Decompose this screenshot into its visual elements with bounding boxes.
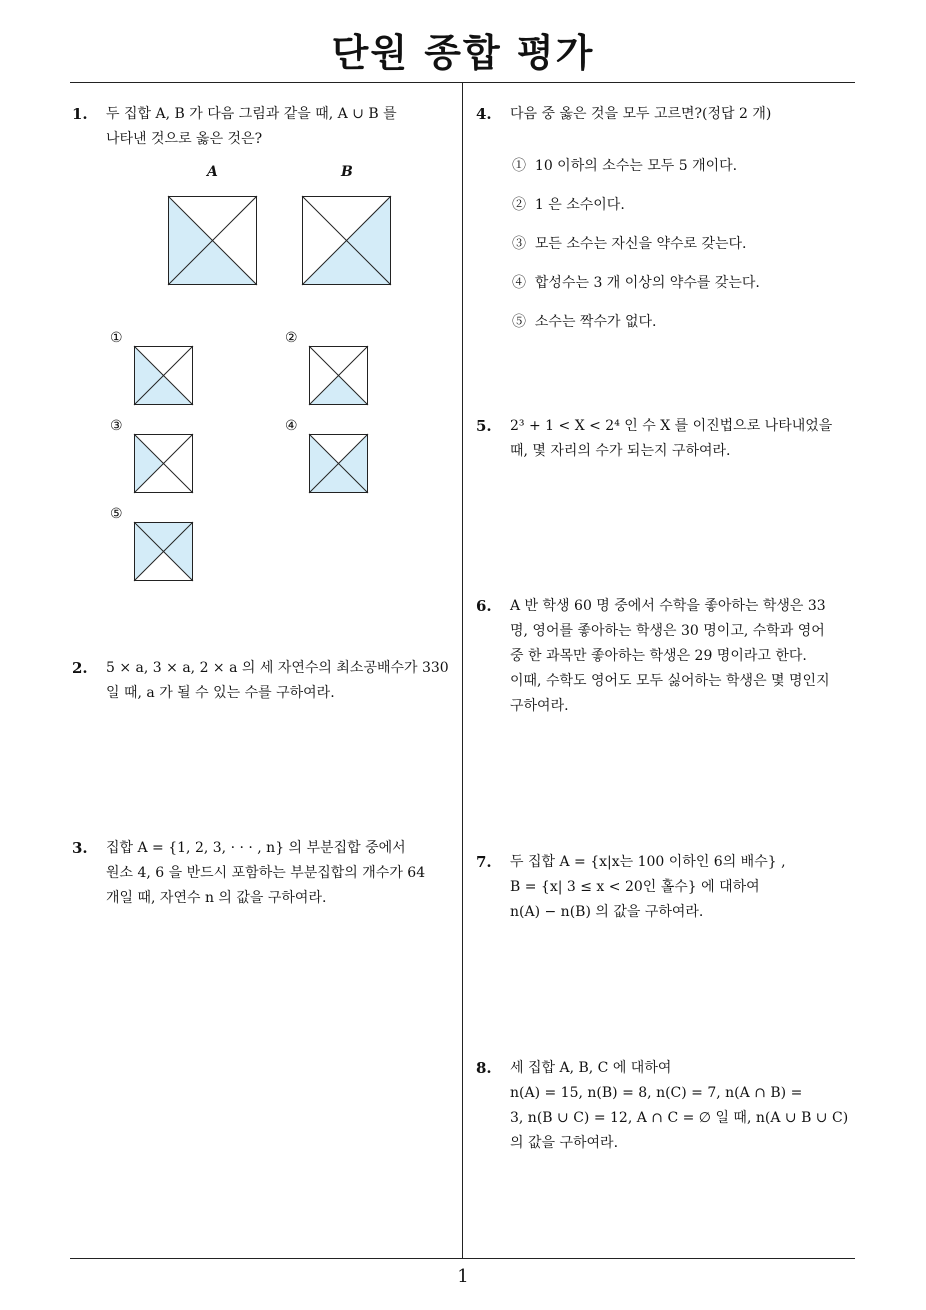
question-text-line: 3, n(B ∪ C) = 12, A ∩ C = ∅ 일 때, n(A ∪ B ∪ C) [510,1110,849,1126]
question-text-line: 개일 때, 자연수 n 의 값을 구하여라. [106,890,327,906]
question-text-line: 구하여라. [510,698,569,714]
option-text: 모든 소수는 자신을 약수로 갖는다. [534,236,747,252]
question-text-line: 5 × a, 3 × a, 2 × a 의 세 자연수의 최소공배수가 330 [106,660,449,676]
question-text-line: 집합 A = {1, 2, 3, · · · , n} 의 부분집합 중에서 [106,840,406,856]
choice-4-diagram[interactable] [309,434,368,493]
set-b-diagram [302,196,391,285]
set-a-diagram [168,196,257,285]
question-text-line: 중 한 과목만 좋아하는 학생은 29 명이라고 한다. [510,648,807,664]
option-text: 합성수는 3 개 이상의 약수를 갖는다. [534,275,760,291]
option-2[interactable] [512,195,625,215]
choice-4-marker[interactable]: ④ [285,418,298,434]
question-text-line: 2³ + 1 < X < 2⁴ 인 수 X 를 이진법으로 나타내었을 [510,418,833,434]
option-5[interactable] [512,312,656,332]
question-number: 8. [476,1059,492,1077]
choice-5-marker[interactable]: ⑤ [110,506,123,522]
column-divider [462,82,463,1258]
option-mark: ③ [512,236,526,252]
question-text-line: 세 집합 A, B, C 에 대하여 [510,1060,672,1076]
question-text-line: A 반 학생 60 명 중에서 수학을 좋아하는 학생은 33 [510,598,826,614]
option-text: 소수는 짝수가 없다. [534,314,657,330]
question-number: 5. [476,417,492,435]
page-title: 단원 종합 평가 [331,31,595,75]
choice-2-diagram[interactable] [309,346,368,405]
choice-3-diagram[interactable] [134,434,193,493]
page-number: 1 [457,1266,469,1287]
choice-3-marker[interactable]: ③ [110,418,123,434]
choice-2-marker[interactable]: ② [285,330,298,346]
set-b-label: B [341,164,353,180]
question-number: 4. [476,105,492,123]
question-text-line: 다음 중 옳은 것을 모두 고르면?(정답 2 개) [510,106,772,122]
option-mark: ① [512,158,526,174]
option-4[interactable] [512,273,760,293]
question-text-line: 두 집합 A, B 가 다음 그림과 같을 때, A ∪ B 를 [106,106,397,122]
option-mark: ② [512,197,526,213]
question-text-line: 명, 영어를 좋아하는 학생은 30 명이고, 수학과 영어 [510,623,825,639]
question-number: 2. [72,659,88,677]
option-1[interactable] [512,156,737,176]
question-text-line: n(A) = 15, n(B) = 8, n(C) = 7, n(A ∩ B) = [510,1085,803,1101]
question-text-line: 이때, 수학도 영어도 모두 싫어하는 학생은 몇 명인지 [510,673,830,689]
question-number: 3. [72,839,88,857]
set-a-label: A [207,164,218,180]
question-number: 7. [476,853,492,871]
question-text-line: 의 값을 구하여라. [510,1135,619,1151]
question-text-line: 때, 몇 자리의 수가 되는지 구하여라. [510,443,731,459]
question-text-line: 원소 4, 6 을 반드시 포함하는 부분집합의 개수가 64 [106,865,426,881]
option-3[interactable] [512,234,747,254]
option-text: 1 은 소수이다. [534,197,625,213]
bottom-rule [70,1258,855,1259]
choice-1-marker[interactable]: ① [110,330,123,346]
question-text-line: 일 때, a 가 될 수 있는 수를 구하여라. [106,685,335,701]
question-number: 6. [476,597,492,615]
question-text-line: 나타낸 것으로 옳은 것은? [106,131,263,147]
question-text-line: 두 집합 A = {x|x는 100 이하인 6의 배수} , [510,854,786,870]
option-mark: ④ [512,275,526,291]
question-text-line: n(A) − n(B) 의 값을 구하여라. [510,904,704,920]
choice-5-diagram[interactable] [134,522,193,581]
option-mark: ⑤ [512,314,526,330]
choice-1-diagram[interactable] [134,346,193,405]
question-number: 1. [72,105,88,123]
option-text: 10 이하의 소수는 모두 5 개이다. [534,158,738,174]
question-text-line: B = {x| 3 ≤ x < 20인 홀수} 에 대하여 [510,879,760,895]
